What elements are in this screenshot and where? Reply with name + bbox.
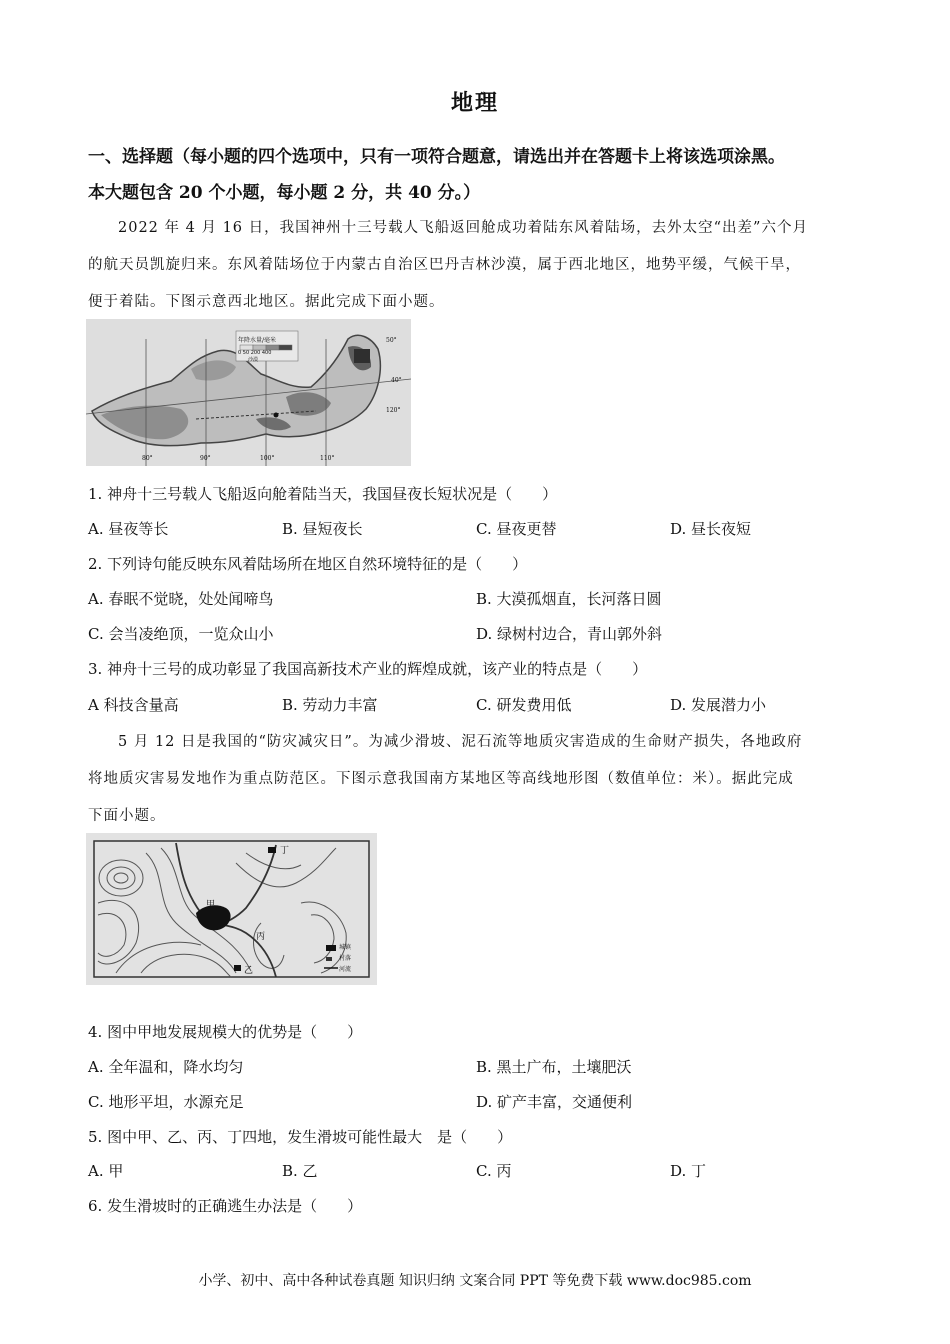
q2-option-a: A. 春眠不觉晓，处处闻啼鸟 [88, 590, 274, 608]
q1-option-b: B. 昼短夜长 [282, 520, 363, 538]
map2-legend-town: 城镇 [339, 944, 352, 951]
passage1-line3: 便于着陆。下图示意西北地区。据此完成下面小题。 [88, 294, 445, 310]
q5-option-b: B. 乙 [282, 1162, 318, 1180]
q3-option-a: A 科技含量高 [88, 696, 179, 714]
passage2-line3: 下面小题。 [88, 808, 166, 824]
q5-option-d: D. 丁 [670, 1162, 707, 1180]
map2-legend-village: 村落 [339, 955, 352, 962]
q4-option-a: A. 全年温和，降水均匀 [88, 1058, 244, 1076]
section-heading-line2: 本大题包含 20 个小题，每小题 2 分，共 40 分。） [88, 183, 481, 203]
q5-option-c: C. 丙 [476, 1162, 512, 1180]
q2-option-b: B. 大漠孤烟直，长河落日圆 [476, 590, 662, 608]
q1-option-c: C. 昼夜更替 [476, 520, 557, 538]
passage2-line1: 5 月 12 日是我国的“防灾减灾日”。为减少滑坡、泥石流等地质灾害造成的生命财产损失，各地政府 [118, 734, 803, 750]
q5-option-a: A. 甲 [88, 1162, 124, 1180]
q3-option-c: C. 研发费用低 [476, 696, 572, 714]
q4-option-c: C. 地形平坦，水源充足 [88, 1093, 244, 1111]
passage1-line1: 2022 年 4 月 16 日，我国神州十三号载人飞船返回舱成功着陆东风着陆场，去外太空“出差”六个月 [118, 220, 808, 236]
q4-stem: 4. 图中甲地发展规模大的优势是（ ） [88, 1023, 363, 1041]
q3-stem: 3. 神舟十三号的成功彰显了我国高新技术产业的辉煌成就，该产业的特点是（ ） [88, 660, 648, 678]
map1-legend-values: 0 50 200 400 [238, 350, 272, 356]
page-footer: 小学、初中、高中各种试卷真题 知识归纳 文案合同 PPT 等免费下载 www.doc985.com [198, 1273, 752, 1289]
place-label-yi: 乙 [244, 966, 254, 976]
page-title: 地理 [450, 90, 499, 116]
contour-map-graphic [86, 833, 377, 985]
q6-stem: 6. 发生滑坡时的正确逃生办法是（ ） [88, 1197, 363, 1215]
place-label-ding: 丁 [280, 846, 290, 856]
map1-lon-label: 110° [320, 455, 335, 462]
contour-map [86, 833, 377, 985]
map1-lon-label: 100° [260, 455, 275, 462]
map1-lon-label: 120° [386, 407, 401, 414]
place-label-bing: 丙 [256, 932, 266, 942]
q2-option-d: D. 绿树村边合，青山郭外斜 [476, 625, 663, 643]
map1-legend-title: 年降水量/毫米 [238, 337, 277, 344]
q4-option-b: B. 黑土广布，土壤肥沃 [476, 1058, 632, 1076]
map1-lon-label: 90° [200, 455, 211, 462]
map1-lat-label: 50° [386, 337, 397, 344]
section-heading-line1: 一、选择题（每小题的四个选项中，只有一项符合题意，请选出并在答题卡上将该选项涂黑。 [88, 147, 785, 167]
q3-option-b: B. 劳动力丰富 [282, 696, 378, 714]
q5-stem: 5. 图中甲、乙、丙、丁四地，发生滑坡可能性最大 是（ ） [88, 1128, 513, 1146]
q1-stem: 1. 神舟十三号载人飞船返向舱着陆当天，我国昼夜长短状况是（ ） [88, 485, 558, 503]
northwest-region-map [86, 319, 411, 466]
map1-lat-label: 40° [391, 377, 402, 384]
map2-legend-river: 河流 [339, 966, 352, 973]
place-label-jia: 甲 [206, 900, 216, 910]
passage1-line2: 的航天员凯旋归来。东风着陆场位于内蒙古自治区巴丹吉林沙漠，属于西北地区，地势平缓，气候干旱， [88, 257, 801, 273]
passage2-line2: 将地质灾害易发地作为重点防范区。下图示意我国南方某地区等高线地形图（数值单位：米）。据此完成 [88, 771, 794, 787]
q4-option-d: D. 矿产丰富，交通便利 [476, 1093, 633, 1111]
q1-option-d: D. 昼长夜短 [670, 520, 752, 538]
q2-option-c: C. 会当凌绝顶，一览众山小 [88, 625, 274, 643]
map1-legend-desert: 沙漠 [248, 357, 259, 363]
q2-stem: 2. 下列诗句能反映东风着陆场所在地区自然环境特征的是（ ） [88, 555, 528, 573]
q3-option-d: D. 发展潜力小 [670, 696, 767, 714]
q1-option-a: A. 昼夜等长 [88, 520, 169, 538]
map1-lon-label: 80° [142, 455, 153, 462]
